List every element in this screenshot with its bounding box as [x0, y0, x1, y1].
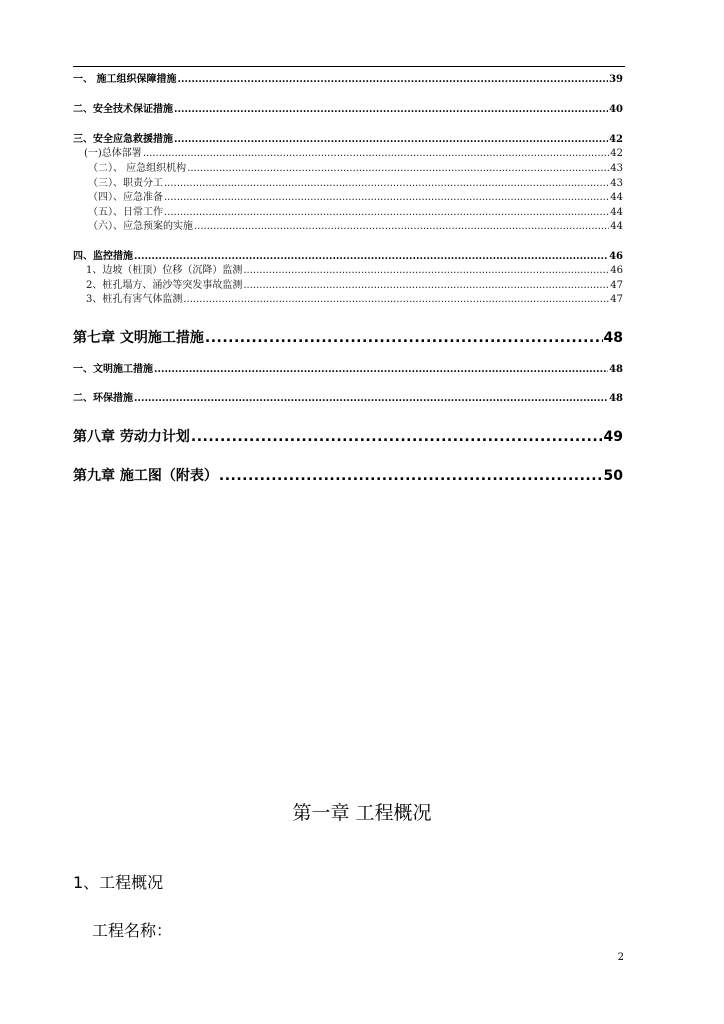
toc-entry-page: 40	[609, 104, 623, 115]
toc-entry-label: (一)总体部署	[84, 148, 142, 159]
toc-subentry[interactable]	[86, 261, 623, 276]
toc-leader-dots	[164, 192, 609, 203]
toc-entry-page: 43	[610, 163, 623, 174]
toc-entry-label: 一、文明施工措施	[73, 364, 153, 375]
toc-entry-page: 44	[610, 207, 623, 218]
toc-entry-page: 43	[610, 178, 623, 189]
toc-subentry[interactable]	[88, 159, 623, 174]
toc-entry-label: 二、安全技术保证措施	[73, 104, 173, 115]
toc-leader-dots	[134, 393, 608, 404]
toc-entry-label: 3、桩孔有害气体监测	[86, 294, 183, 305]
toc-leader-dots	[219, 468, 603, 484]
toc-subentry[interactable]	[84, 144, 623, 159]
toc-entry-page: 48	[603, 330, 623, 346]
toc-entry[interactable]	[73, 247, 623, 262]
toc-leader-dots	[243, 265, 609, 276]
toc-leader-dots	[154, 364, 608, 375]
toc-chapter-entry[interactable]	[73, 426, 623, 446]
toc-leader-dots	[194, 221, 609, 232]
toc-leader-dots	[191, 429, 603, 445]
toc-entry[interactable]	[73, 100, 623, 115]
toc-leader-dots	[174, 104, 608, 115]
toc-entry-page: 47	[610, 280, 623, 291]
toc-entry-page: 39	[609, 74, 623, 85]
section-heading: 1、工程概况	[73, 873, 164, 892]
toc-entry-label: 一、 施工组织保障措施	[73, 74, 177, 85]
toc-entry-page: 42	[610, 148, 623, 159]
toc-subentry[interactable]	[88, 174, 623, 189]
chapter-title: 第一章 工程概况	[292, 802, 432, 824]
toc-entry-label: （三）、职责分工	[88, 178, 163, 189]
toc-entry-page: 46	[610, 265, 623, 276]
toc-entry-page: 49	[603, 429, 623, 445]
project-name-label: 工程名称：	[92, 921, 173, 940]
toc-entry-page: 47	[610, 294, 623, 305]
toc-entry-page: 48	[609, 393, 623, 404]
toc-leader-dots	[187, 163, 609, 174]
toc-leader-dots	[205, 330, 603, 346]
toc-entry-page: 44	[610, 221, 623, 232]
toc-entry-label: 1、边坡（桩顶）位移（沉降）监测	[86, 265, 243, 276]
toc-entry-page: 48	[609, 364, 623, 375]
toc-leader-dots	[177, 74, 608, 85]
toc-subentry[interactable]	[88, 203, 623, 218]
toc-entry-label: （五）、日常工作	[88, 207, 163, 218]
toc-subentry[interactable]	[88, 188, 623, 203]
toc-entry-page: 44	[610, 192, 623, 203]
toc-entry-label: 二、环保措施	[73, 393, 133, 404]
toc-entry-label: 三、安全应急救援措施	[73, 134, 173, 145]
toc-entry-label: 第九章 施工图（附表）	[73, 468, 218, 484]
toc-leader-dots	[143, 148, 609, 159]
toc-entry-label: 2、桩孔塌方、涌沙等突发事故监测	[86, 280, 243, 291]
toc-subentry[interactable]	[86, 276, 623, 291]
toc-chapter-entry[interactable]	[73, 327, 623, 347]
toc-subentry[interactable]	[88, 217, 623, 232]
toc-entry[interactable]	[73, 389, 623, 404]
toc-subentry[interactable]	[86, 290, 623, 305]
toc-entry-label: 第八章 劳动力计划	[73, 429, 190, 445]
toc-entry-page: 50	[603, 468, 623, 484]
page-number: 2	[617, 952, 624, 963]
toc-entry-label: 四、监控措施	[73, 251, 133, 262]
toc-chapter-entry[interactable]	[73, 465, 623, 485]
header-rule	[73, 66, 625, 67]
toc-entry-page: 42	[609, 134, 623, 145]
toc-entry[interactable]	[73, 70, 623, 85]
toc-entry-label: （四）、应急准备	[88, 192, 163, 203]
toc-entry-page: 46	[609, 251, 623, 262]
toc-leader-dots	[183, 294, 609, 305]
toc-entry-label: 第七章 文明施工措施	[73, 330, 204, 346]
toc-entry[interactable]	[73, 360, 623, 375]
toc-entry-label: （二）、 应急组织机构	[88, 163, 187, 174]
toc-entry-label: （六）、应急预案的实施	[88, 221, 193, 232]
toc-entry[interactable]	[73, 130, 623, 145]
